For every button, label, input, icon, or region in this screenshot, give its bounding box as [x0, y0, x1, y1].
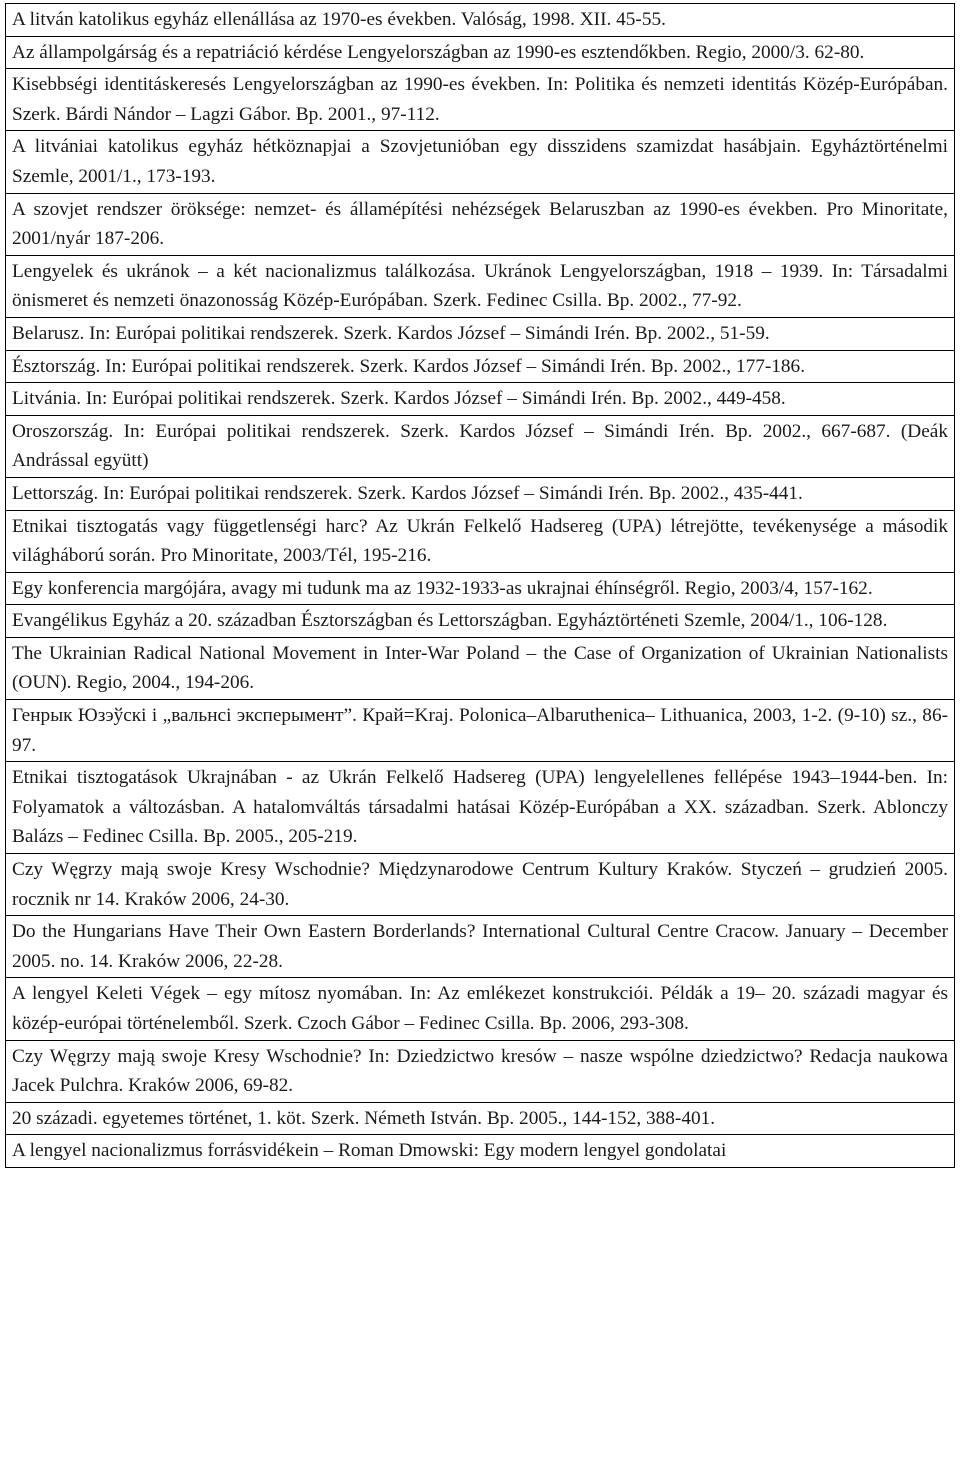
table-row — [6, 978, 955, 1040]
table-row — [6, 477, 955, 510]
bibliography-entry: Az állampolgárság és a repatriáció kérdése Lengyelországban az 1990-es esztendőkben. Regio, 2000/3. 62-80. — [6, 36, 955, 69]
bibliography-entry: Генрык Юзэўскі і „вальнсі эксперымент”. Край=Kraj. Polonica–Albaruthenica– Lithuanica, 2003, 1-2. (9-10) sz., 86-97. — [6, 700, 955, 762]
bibliography-table — [5, 3, 955, 1168]
table-row — [6, 69, 955, 131]
table-row — [6, 762, 955, 854]
table-row — [6, 317, 955, 350]
table-row — [6, 572, 955, 605]
table-row — [6, 383, 955, 416]
bibliography-entry: Do the Hungarians Have Their Own Eastern Borderlands? International Cultural Centre Cracow. January – December 2005. no. 14. Kraków 2006, 22-28. — [6, 916, 955, 978]
table-row — [6, 193, 955, 255]
table-row — [6, 255, 955, 317]
bibliography-entry: Lengyelek és ukránok – a két nacionalizmus találkozása. Ukránok Lengyelországban, 1918 – 1939. In: Társadalmi önismeret és nemzeti önazonosság Közép-Európában. Szerk. Fedinec Csilla. Bp. 2002., 77-92. — [6, 255, 955, 317]
bibliography-entry: Etnikai tisztogatások Ukrajnában - az Ukrán Felkelő Hadsereg (UPA) lengyelellenes fellépése 1943–1944-ben. In: Folyamatok a változásban. A hatalomváltás társadalmi hatásai Közép-Európában a XX. században. Szerk. Ablonczy Balázs – Fedinec Csilla. Bp. 2005., 205-219. — [6, 762, 955, 854]
bibliography-entry: A lengyel Keleti Végek – egy mítosz nyomában. In: Az emlékezet konstrukciói. Példák a 19– 20. századi magyar és közép-európai történelemből. Szerk. Czoch Gábor – Fedinec Csilla. Bp. 2006, 293-308. — [6, 978, 955, 1040]
bibliography-entry: Lettország. In: Európai politikai rendszerek. Szerk. Kardos József – Simándi Irén. Bp. 2002., 435-441. — [6, 477, 955, 510]
table-row — [6, 350, 955, 383]
bibliography-entry: A lengyel nacionalizmus forrásvidékein – Roman Dmowski: Egy modern lengyel gondolatai — [6, 1135, 955, 1168]
bibliography-entry: Kisebbségi identitáskeresés Lengyelországban az 1990-es években. In: Politika és nemzeti identitás Közép-Európában. Szerk. Bárdi Nándor – Lagzi Gábor. Bp. 2001., 97-112. — [6, 69, 955, 131]
table-row — [6, 854, 955, 916]
table-row — [6, 637, 955, 699]
bibliography-entry: A szovjet rendszer öröksége: nemzet- és államépítési nehézségek Belaruszban az 1990-es években. Pro Minoritate, 2001/nyár 187-206. — [6, 193, 955, 255]
table-row — [6, 916, 955, 978]
bibliography-entry: Etnikai tisztogatás vagy függetlenségi harc? Az Ukrán Felkelő Hadsereg (UPA) létrejötte, tevékenysége a második világháború során. Pro Minoritate, 2003/Tél, 195-216. — [6, 510, 955, 572]
bibliography-page — [5, 3, 955, 1168]
bibliography-entry: A litvániai katolikus egyház hétköznapjai a Szovjetunióban egy disszidens szamizdat hasábjain. Egyháztörténelmi Szemle, 2001/1., 173-193. — [6, 131, 955, 193]
bibliography-entry: Litvánia. In: Európai politikai rendszerek. Szerk. Kardos József – Simándi Irén. Bp. 2002., 449-458. — [6, 383, 955, 416]
table-row — [6, 36, 955, 69]
bibliography-entry: Oroszország. In: Európai politikai rendszerek. Szerk. Kardos József – Simándi Irén. Bp. 2002., 667-687. (Deák Andrással együtt) — [6, 415, 955, 477]
bibliography-entry: Belarusz. In: Európai politikai rendszerek. Szerk. Kardos József – Simándi Irén. Bp. 2002., 51-59. — [6, 317, 955, 350]
table-row — [6, 510, 955, 572]
bibliography-entry: A litván katolikus egyház ellenállása az 1970-es években. Valóság, 1998. XII. 45-55. — [6, 4, 955, 37]
table-row — [6, 131, 955, 193]
table-row — [6, 415, 955, 477]
bibliography-entry: Egy konferencia margójára, avagy mi tudunk ma az 1932-1933-as ukrajnai éhínségről. Regio, 2003/4, 157-162. — [6, 572, 955, 605]
table-row — [6, 1040, 955, 1102]
bibliography-entry: Czy Węgrzy mają swoje Kresy Wschodnie? In: Dziedzictwo kresów – nasze wspólne dziedzictwo? Redacja naukowa Jacek Pulchra. Kraków 2006, 69-82. — [6, 1040, 955, 1102]
bibliography-entry: Czy Węgrzy mają swoje Kresy Wschodnie? Międzynarodowe Centrum Kultury Kraków. Styczeń – grudzień 2005. rocznik nr 14. Kraków 2006, 24-30. — [6, 854, 955, 916]
bibliography-entry: 20 századi. egyetemes történet, 1. köt. Szerk. Németh István. Bp. 2005., 144-152, 388-401. — [6, 1102, 955, 1135]
table-row — [6, 4, 955, 37]
table-row — [6, 1135, 955, 1168]
table-row — [6, 700, 955, 762]
table-row — [6, 1102, 955, 1135]
bibliography-entry: The Ukrainian Radical National Movement in Inter-War Poland – the Case of Organization of Ukrainian Nationalists (OUN). Regio, 2004., 194-206. — [6, 637, 955, 699]
bibliography-entry: Evangélikus Egyház a 20. században Észtországban és Lettországban. Egyháztörténeti Szemle, 2004/1., 106-128. — [6, 605, 955, 638]
bibliography-entry: Észtország. In: Európai politikai rendszerek. Szerk. Kardos József – Simándi Irén. Bp. 2002., 177-186. — [6, 350, 955, 383]
table-row — [6, 605, 955, 638]
